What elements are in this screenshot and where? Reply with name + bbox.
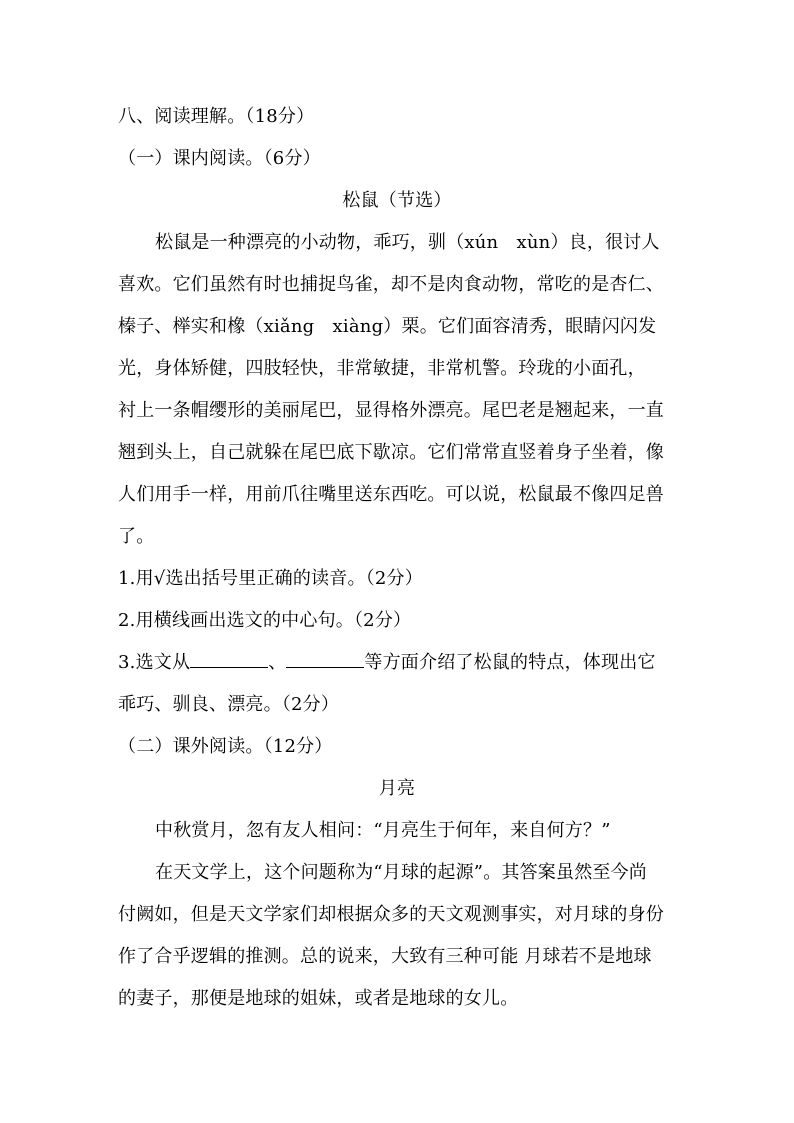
question-3-prefix: 3.选文从 — [118, 652, 191, 673]
passage2-title: 月亮 — [378, 778, 416, 799]
passage1-line: 衬上一条帽缨形的美丽尾巴，显得格外漂亮。尾巴老是翘起来，一直 — [118, 400, 664, 421]
answer-blank-2[interactable] — [286, 651, 364, 668]
section-title: 八、阅读理解。（18分） — [118, 106, 315, 127]
answer-blank-1[interactable] — [190, 651, 268, 668]
question-1: 1.用√选出括号里正确的读音。（2分） — [118, 568, 423, 589]
part2-heading: （二）课外阅读。（12分） — [118, 736, 333, 757]
question-3-separator: 、 — [268, 652, 287, 673]
passage2-line: 付阙如，但是天文学家们却根据众多的天文观测事实，对月球的身份 — [118, 904, 664, 925]
passage1-line: 光，身体矫健，四肢轻快，非常敏捷，非常机警。玲珑的小面孔， — [118, 358, 646, 379]
passage2-line: 在天文学上，这个问题称为“月球的起源”。其答案虽然至今尚 — [155, 862, 648, 883]
passage1-line: 了。 — [118, 526, 155, 547]
question-3 — [118, 651, 656, 675]
question-3-suffix: 等方面介绍了松鼠的特点，体现出它 — [364, 652, 656, 673]
passage1-line: 翘到头上，自己就躲在尾巴底下歇凉。它们常常直竖着身子坐着，像 — [118, 442, 664, 463]
passage2-line: 的妻子，那便是地球的姐妹，或者是地球的女儿。 — [118, 988, 519, 1009]
passage2-line: 中秋赏月，忽有友人相问：“月亮生于何年，来自何方？” — [155, 820, 611, 841]
part1-heading: （一）课内阅读。（6分） — [118, 148, 321, 169]
passage1-line: 榛子、榉实和橡（xiǎng xiàng）栗。它们面容清秀，眼睛闪闪发 — [118, 316, 657, 337]
question-2: 2.用横线画出选文的中心句。（2分） — [118, 610, 412, 631]
passage1-line: 松鼠是一种漂亮的小动物，乖巧，驯（xún xùn）良，很讨人 — [155, 232, 660, 253]
passage1-title: 松鼠（节选） — [342, 190, 452, 211]
passage1-line: 喜欢。它们虽然有时也捕捉鸟雀，却不是肉食动物，常吃的是杏仁、 — [118, 274, 664, 295]
passage1-line: 人们用手一样，用前爪往嘴里送东西吃。可以说，松鼠最不像四足兽 — [118, 484, 664, 505]
question-3-continued: 乖巧、驯良、漂亮。（2分） — [118, 694, 340, 715]
passage2-line: 作了合乎逻辑的推测。总的说来，大致有三种可能 月球若不是地球 — [118, 946, 652, 967]
